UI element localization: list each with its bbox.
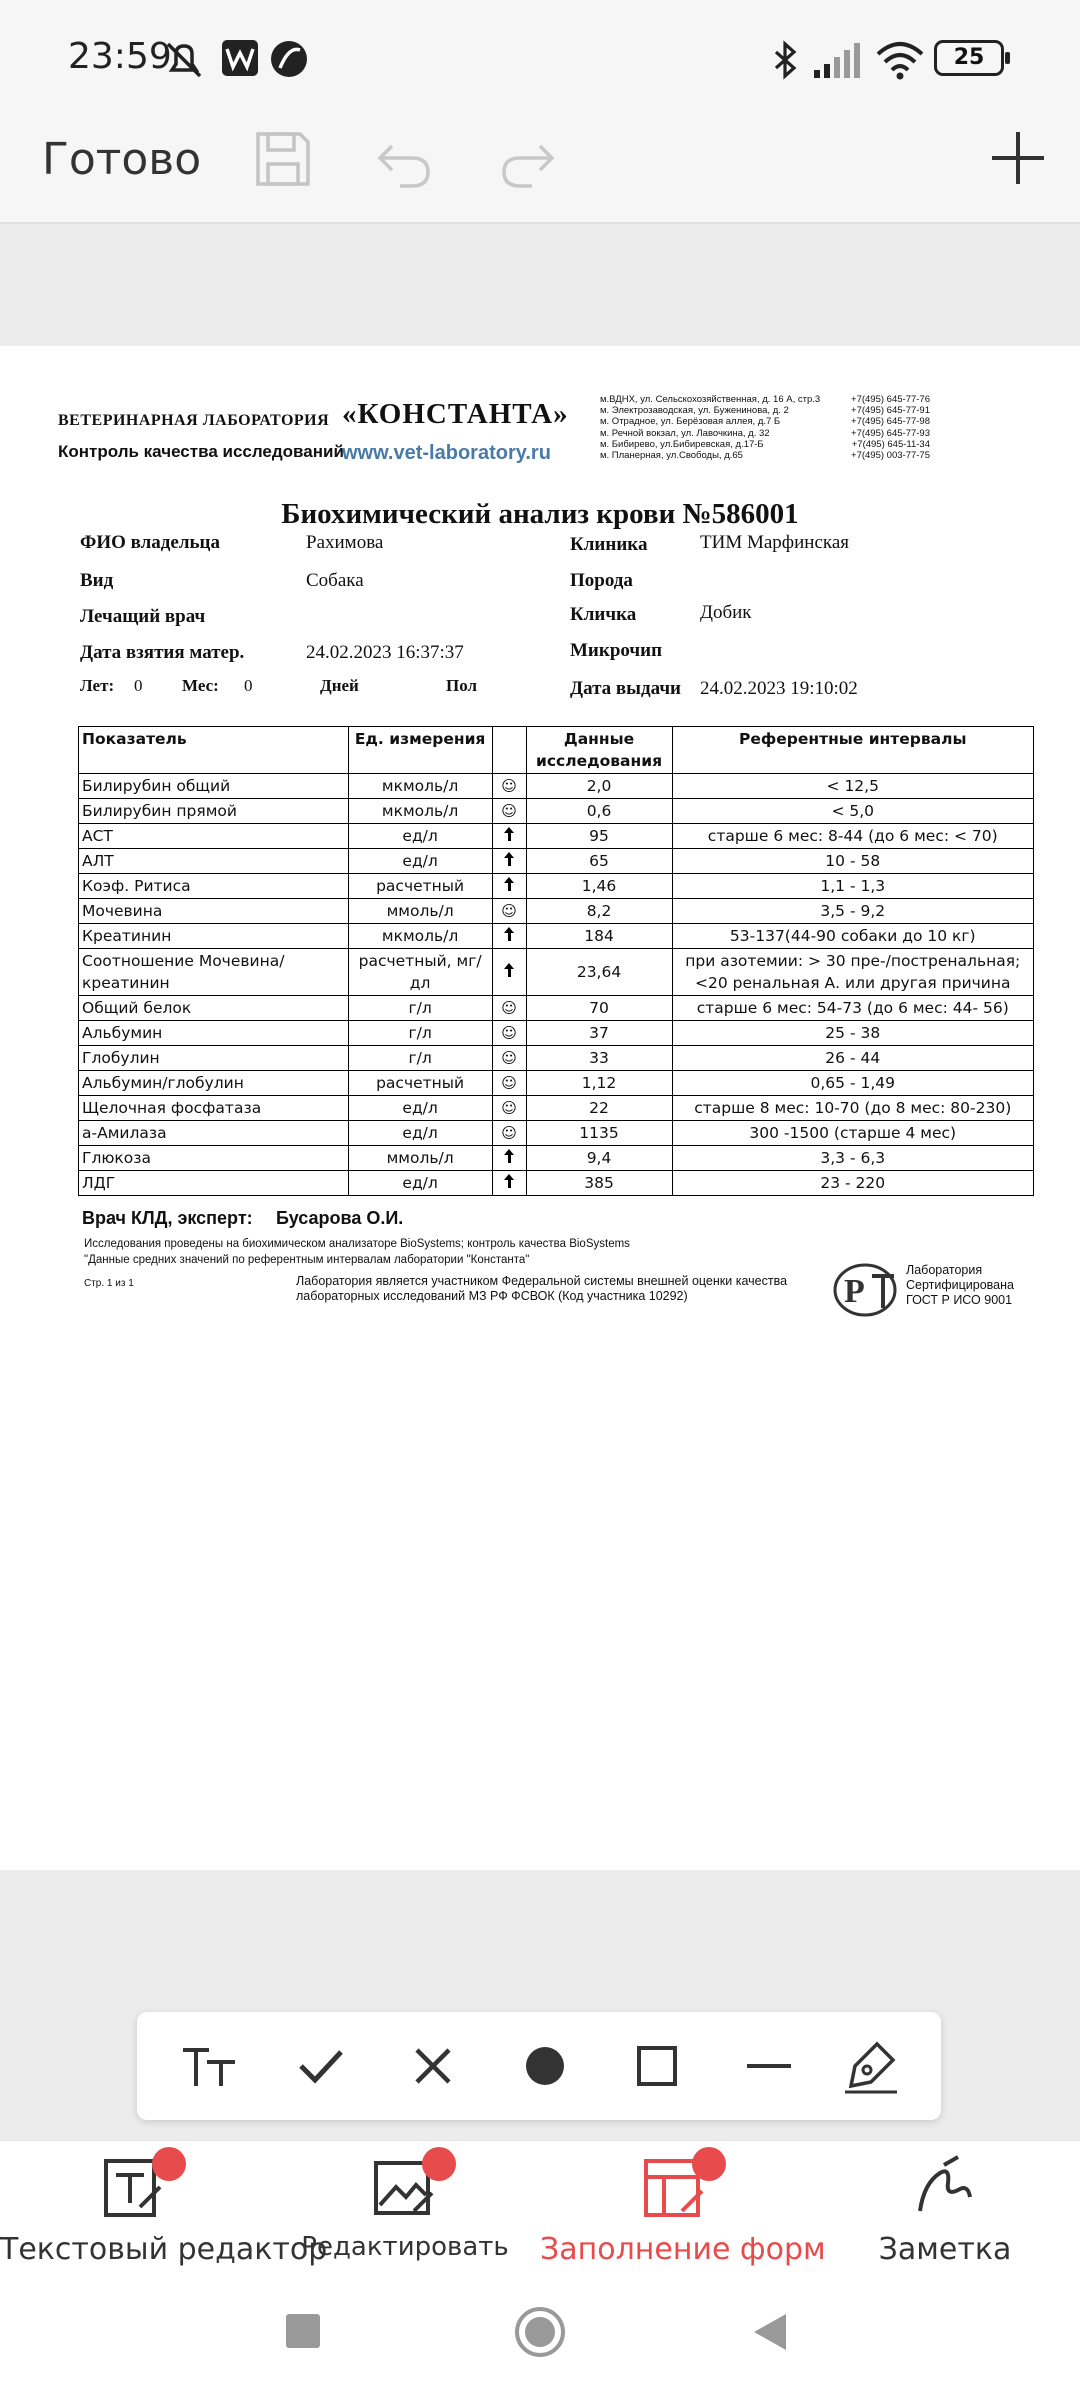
address-line [600, 416, 930, 427]
address-phone: +7(495) 645-77-93 [851, 427, 930, 439]
row-value: 22 [526, 1096, 672, 1121]
signal-icon [812, 40, 862, 80]
address-text: м. Электрозаводская, ул. Буженинова, д. 2 [600, 405, 789, 417]
high-arrow-icon [492, 949, 526, 996]
row-unit: ммоль/л [348, 1146, 492, 1171]
row-value: 33 [526, 1046, 672, 1071]
row-value: 2,0 [526, 774, 672, 799]
row-reference: старше 6 мес: 8-44 (до 6 мес: < 70) [672, 824, 1034, 849]
row-unit: расчетный, мг/дл [348, 949, 492, 996]
header-unit: Ед. измерения [348, 727, 492, 774]
row-indicator: Общий белок [79, 996, 349, 1021]
row-indicator: Альбумин [79, 1021, 349, 1046]
lab-name: ВЕТЕРИНАРНАЯ ЛАБОРАТОРИЯ [58, 412, 330, 429]
address-line [600, 450, 930, 461]
certification-text: Лаборатория Сертифицирована ГОСТ Р ИСО 9001 [906, 1263, 1014, 1307]
row-indicator: Коэф. Ритиса [79, 874, 349, 899]
row-reference: 10 - 58 [672, 849, 1034, 874]
document-title: Биохимический анализ крови №586001 [281, 498, 799, 530]
address-line [600, 405, 930, 416]
row-indicator: Глюкоза [79, 1146, 349, 1171]
nickname-value: Добик [700, 602, 752, 623]
row-indicator: АЛТ [79, 849, 349, 874]
browser-app-icon [270, 40, 308, 78]
header-indicator: Показатель [79, 727, 349, 774]
row-reference: при азотемии: > 30 пре-/постренальная; <20 ренальная А. или другая причина [672, 949, 1034, 996]
row-indicator: Соотношение Мочевина/креатинин [79, 949, 349, 996]
normal-smiley-icon: ☺ [492, 899, 526, 924]
reference-note: "Данные средних значений по референтным интервалам лаборатории "Константа" [84, 1254, 530, 1266]
row-unit: мкмоль/л [348, 799, 492, 824]
quality-slogan: Контроль качества исследований [58, 442, 344, 461]
row-reference: 25 - 38 [672, 1021, 1034, 1046]
row-unit: ед/л [348, 1171, 492, 1196]
row-reference: 3,5 - 9,2 [672, 899, 1034, 924]
lab-brand: «КОНСТАНТА» [342, 398, 569, 430]
table-row [79, 774, 1034, 799]
line-tool-icon[interactable] [739, 2036, 799, 2096]
months-value: 0 [244, 676, 253, 695]
premium-crown-icon [152, 2147, 186, 2181]
row-unit: г/л [348, 1046, 492, 1071]
table-row [79, 874, 1034, 899]
sample-date-value: 24.02.2023 16:37:37 [306, 642, 464, 663]
row-value: 1,46 [526, 874, 672, 899]
microchip-label: Микрочип [570, 640, 663, 661]
undo-icon[interactable] [374, 128, 436, 190]
address-line [600, 394, 930, 405]
table-row [79, 949, 1034, 996]
row-unit: ед/л [348, 1121, 492, 1146]
address-line [600, 428, 930, 439]
address-text: м. Бибирево, ул.Бибиревская, д.17-Б [600, 438, 764, 450]
nickname-label: Кличка [570, 604, 637, 625]
table-row [79, 899, 1034, 924]
address-text: м. Отрадное, ул. Берёзовая аллея, д.7 Б [600, 416, 781, 428]
species-label: Вид [80, 570, 114, 591]
analyzer-note: Исследования проведены на биохимическом анализаторе BioSystems; контроль качества BioSystems [84, 1238, 630, 1250]
nav-note[interactable] [810, 2153, 1080, 2267]
row-unit: мкмоль/л [348, 774, 492, 799]
wifi-icon [876, 40, 924, 80]
rectangle-tool-icon[interactable] [627, 2036, 687, 2096]
text-tool-icon[interactable] [179, 2036, 239, 2096]
normal-smiley-icon: ☺ [492, 774, 526, 799]
add-icon[interactable] [988, 128, 1048, 188]
years-value: 0 [134, 676, 143, 695]
row-value: 8,2 [526, 899, 672, 924]
address-text: м. Речной вокзал, ул. Лавочкина, д. 32 [600, 427, 770, 439]
lab-addresses [600, 394, 930, 461]
done-button[interactable]: Готово [42, 134, 202, 185]
owner-value: Рахимова [306, 532, 384, 553]
table-row [79, 1046, 1034, 1071]
normal-smiley-icon: ☺ [492, 1121, 526, 1146]
high-arrow-icon [492, 824, 526, 849]
row-indicator: Мочевина [79, 899, 349, 924]
years-label: Лет: [80, 676, 115, 695]
document-page [0, 346, 1080, 1870]
lab-doctor-name: Бусарова О.И. [276, 1208, 404, 1228]
header-flag [492, 727, 526, 774]
nav-text-editor[interactable] [0, 2153, 328, 2267]
issue-date-value: 24.02.2023 19:10:02 [700, 678, 858, 699]
days-label: Дней [320, 676, 359, 695]
header-reference: Референтные интервалы [672, 727, 1034, 774]
signature-tool-icon[interactable] [841, 2036, 901, 2096]
sample-date-label: Дата взятия матер. [80, 642, 245, 663]
high-arrow-icon [492, 1171, 526, 1196]
status-bar [0, 0, 1080, 120]
certification-logo-icon [832, 1262, 902, 1318]
table-row [79, 1071, 1034, 1096]
normal-smiley-icon: ☺ [492, 1071, 526, 1096]
row-reference: 53-137(44-90 собаки до 10 кг) [672, 924, 1034, 949]
bottom-navigation [0, 2140, 1080, 2270]
table-header-row [79, 727, 1034, 774]
row-value: 385 [526, 1171, 672, 1196]
row-reference: < 5,0 [672, 799, 1034, 824]
row-value: 184 [526, 924, 672, 949]
address-phone: +7(495) 645-11-34 [851, 438, 930, 450]
participant-note: Лаборатория является участником Федеральной системы внешней оценки качества лабораторных исследований МЗ РФ ФСВОК (Код участника 10292) [296, 1274, 788, 1303]
row-reference: 23 - 220 [672, 1171, 1034, 1196]
row-reference: 26 - 44 [672, 1046, 1034, 1071]
table-row [79, 924, 1034, 949]
row-reference: < 12,5 [672, 774, 1034, 799]
row-value: 95 [526, 824, 672, 849]
svg-text:Р: Р [844, 1273, 865, 1310]
breed-label: Порода [570, 570, 633, 591]
address-phone: +7(495) 645-77-98 [851, 416, 930, 428]
table-row [79, 1021, 1034, 1046]
battery-level: 25 [953, 45, 985, 70]
address-text: м. Планерная, ул.Свободы, д.65 [600, 450, 743, 462]
row-unit: ед/л [348, 824, 492, 849]
address-line [600, 439, 930, 450]
row-reference: 3,3 - 6,3 [672, 1146, 1034, 1171]
row-indicator: Креатинин [79, 924, 349, 949]
nav-note-label: Заметка [878, 2232, 1012, 2267]
owner-label: ФИО владельца [80, 532, 220, 553]
row-indicator: Альбумин/глобулин [79, 1071, 349, 1096]
row-indicator: a-Амилаза [79, 1121, 349, 1146]
recent-apps-icon[interactable] [286, 2314, 320, 2348]
redo-icon[interactable] [496, 128, 558, 190]
row-indicator: Билирубин общий [79, 774, 349, 799]
clinic-label: Клиника [570, 534, 648, 555]
bluetooth-icon [770, 40, 800, 80]
row-indicator: Билирубин прямой [79, 799, 349, 824]
row-indicator: ЛДГ [79, 1171, 349, 1196]
note-pen-icon [910, 2153, 980, 2223]
attending-doctor-label: Лечащий врач [80, 606, 206, 627]
table-row [79, 1146, 1034, 1171]
row-unit: г/л [348, 1021, 492, 1046]
row-reference: старше 8 мес: 10-70 (до 8 мес: 80-230) [672, 1096, 1034, 1121]
premium-crown-icon [422, 2147, 456, 2181]
high-arrow-icon [492, 874, 526, 899]
row-indicator: Глобулин [79, 1046, 349, 1071]
mute-bell-icon [160, 40, 208, 80]
table-row [79, 996, 1034, 1021]
nav-text-editor-label: Текстовый редактор [0, 2232, 328, 2267]
dot-tool-icon[interactable] [515, 2036, 575, 2096]
row-value: 65 [526, 849, 672, 874]
table-row [79, 849, 1034, 874]
issue-date-label: Дата выдачи [570, 678, 682, 699]
save-icon[interactable] [252, 128, 314, 190]
row-reference: старше 6 мес: 54-73 (до 6 мес: 44- 56) [672, 996, 1034, 1021]
nav-fill-forms-label: Заполнение форм [540, 2232, 826, 2267]
high-arrow-icon [492, 849, 526, 874]
battery-icon [934, 40, 1004, 76]
row-unit: расчетный [348, 874, 492, 899]
normal-smiley-icon: ☺ [492, 799, 526, 824]
table-row [79, 824, 1034, 849]
checkmark-tool-icon[interactable] [291, 2036, 351, 2096]
nav-edit[interactable] [270, 2153, 540, 2262]
lab-doctor-label: Врач КЛД, эксперт: [82, 1208, 253, 1228]
sex-label: Пол [446, 676, 478, 695]
row-indicator: Щелочная фосфатаза [79, 1096, 349, 1121]
row-value: 1135 [526, 1121, 672, 1146]
row-unit: ед/л [348, 1096, 492, 1121]
annotation-toolbar [137, 2012, 941, 2120]
row-unit: расчетный [348, 1071, 492, 1096]
header-data: Данные исследования [526, 727, 672, 774]
top-toolbar [0, 120, 1080, 224]
cross-tool-icon[interactable] [403, 2036, 463, 2096]
normal-smiley-icon: ☺ [492, 1021, 526, 1046]
address-text: м.ВДНХ, ул. Сельскохозяйственная, д. 16 А, стр.3 [600, 394, 821, 405]
row-value: 70 [526, 996, 672, 1021]
nav-fill-forms[interactable] [540, 2153, 826, 2267]
status-time: 23:59 [68, 36, 172, 77]
results-table [78, 726, 1034, 1196]
normal-smiley-icon: ☺ [492, 1096, 526, 1121]
normal-smiley-icon: ☺ [492, 996, 526, 1021]
clinic-value: ТИМ Марфинская [700, 532, 849, 553]
row-unit: ед/л [348, 849, 492, 874]
nav-edit-label: Редактировать [301, 2232, 509, 2262]
row-reference: 0,65 - 1,49 [672, 1071, 1034, 1096]
high-arrow-icon [492, 1146, 526, 1171]
address-phone: +7(495) 645-77-91 [851, 405, 930, 417]
row-unit: ммоль/л [348, 899, 492, 924]
row-reference: 1,1 - 1,3 [672, 874, 1034, 899]
page-number: Стр. 1 из 1 [84, 1278, 134, 1289]
normal-smiley-icon: ☺ [492, 1046, 526, 1071]
species-value: Собака [306, 570, 364, 591]
table-row [79, 1096, 1034, 1121]
premium-crown-icon [692, 2147, 726, 2181]
back-icon[interactable] [752, 2312, 788, 2352]
row-value: 1,12 [526, 1071, 672, 1096]
table-row [79, 1121, 1034, 1146]
row-unit: г/л [348, 996, 492, 1021]
row-value: 23,64 [526, 949, 672, 996]
row-unit: мкмоль/л [348, 924, 492, 949]
table-row [79, 799, 1034, 824]
table-row [79, 1171, 1034, 1196]
row-value: 9,4 [526, 1146, 672, 1171]
lab-website: www.vet-laboratory.ru [342, 442, 551, 464]
high-arrow-icon [492, 924, 526, 949]
row-reference: 300 -1500 (старше 4 мес) [672, 1121, 1034, 1146]
address-phone: +7(495) 003-77-75 [851, 450, 930, 462]
wps-app-icon [222, 40, 258, 76]
row-value: 0,6 [526, 799, 672, 824]
home-icon[interactable] [514, 2306, 566, 2358]
months-label: Мес: [182, 676, 219, 695]
system-navigation-bar [0, 2270, 1080, 2400]
address-phone: +7(495) 645-77-76 [851, 394, 930, 405]
row-indicator: АСТ [79, 824, 349, 849]
row-value: 37 [526, 1021, 672, 1046]
